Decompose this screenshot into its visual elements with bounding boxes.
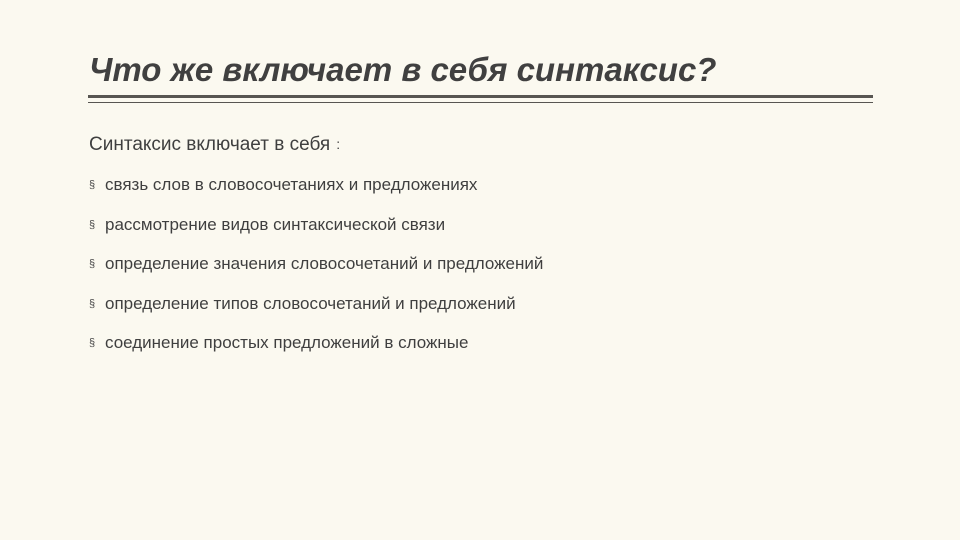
section-sign-bullet-icon: § xyxy=(89,297,96,310)
list-item xyxy=(89,212,543,252)
intro-text: Синтаксис включает в себя xyxy=(89,134,331,155)
list-item-text: связь слов в словосочетаниях и предложениях xyxy=(105,175,478,194)
section-sign-bullet-icon: § xyxy=(89,179,96,191)
list-item-text: соединение простых предложений в сложные xyxy=(105,333,469,352)
title-divider-thick xyxy=(88,95,873,98)
list-item-text: определение типов словосочетаний и предложений xyxy=(105,293,516,313)
section-sign-bullet-icon: § xyxy=(89,218,96,231)
list-item xyxy=(89,172,543,212)
intro-colon: : xyxy=(336,136,341,152)
bullet-list xyxy=(89,172,543,370)
intro-line xyxy=(89,131,340,158)
list-item-text: определение значения словосочетаний и предложений xyxy=(105,254,544,273)
section-sign-bullet-icon: § xyxy=(89,337,96,349)
list-item xyxy=(89,291,543,331)
list-item-text: рассмотрение видов синтаксической связи xyxy=(105,214,446,234)
list-item xyxy=(89,251,543,291)
section-sign-bullet-icon: § xyxy=(89,258,96,270)
slide-title: Что же включает в себя синтаксис? xyxy=(89,51,717,88)
list-item xyxy=(89,330,543,370)
title-divider-thin xyxy=(88,102,873,103)
